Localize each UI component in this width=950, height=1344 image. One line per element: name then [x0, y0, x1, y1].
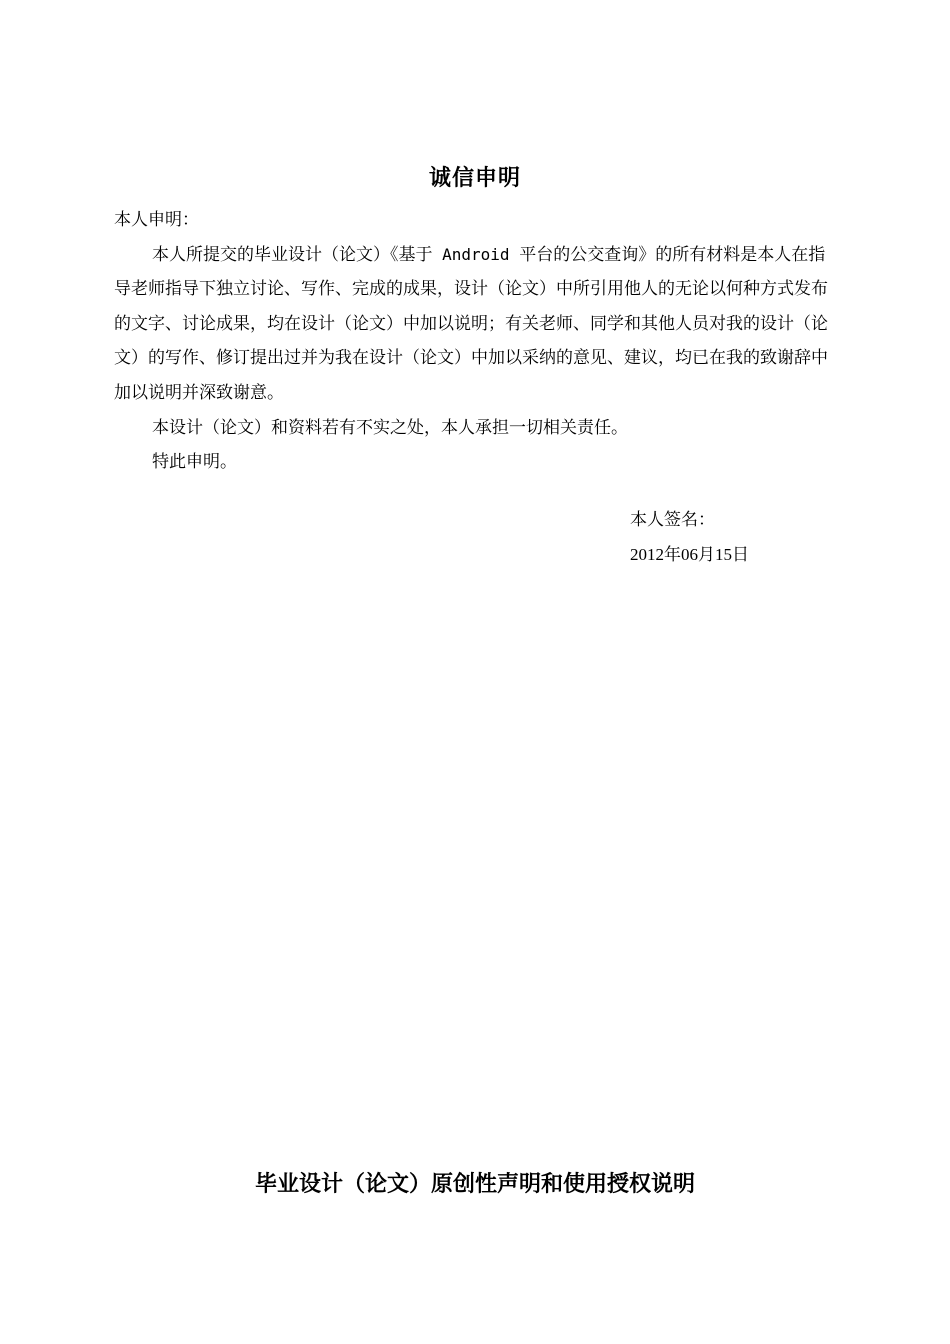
declaration-paragraph-2: 本设计（论文）和资料若有不实之处，本人承担一切相关责任。	[152, 417, 628, 438]
salutation: 本人申明：	[114, 210, 199, 230]
signature-date: 2012年06月15日	[630, 544, 749, 564]
paragraph-1-latin: Android	[432, 244, 520, 264]
declaration-paragraph-3: 特此申明。	[152, 452, 237, 473]
signature-label: 本人签名：	[630, 510, 715, 530]
declaration-body	[114, 203, 838, 480]
signature-block	[630, 503, 749, 572]
declaration-title: 诚信申明	[428, 166, 521, 191]
originality-statement-title: 毕业设计（论文）原创性声明和使用授权说明	[254, 1172, 695, 1197]
paragraph-1-text-b: 平台的公交查询》的所有材料是本人在指导老师指导下独立讨论、写作、完成的成果，设计（论文）中所引用他人的无论以何种方式发布的文字、讨论成果，均在设计（论文）中加以说明；有关老师、同学和其他人员对我的设计（论文）的写作、修订提出过并为我在设计（论文）中加以采纳的意见、建议，均已在我的致谢辞中加以说明并深致谢意。	[114, 244, 828, 403]
paragraph-1-text-a: 本人所提交的毕业设计（论文）《基于	[152, 244, 433, 265]
declaration-paragraph-1	[114, 238, 838, 411]
